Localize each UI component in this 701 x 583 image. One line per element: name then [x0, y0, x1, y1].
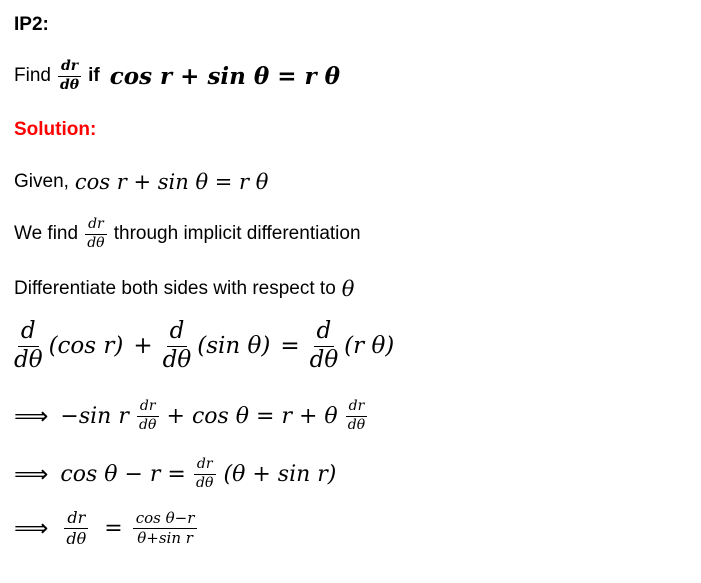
fraction-numerator: dr: [137, 399, 159, 416]
implies-arrow-icon: ⟹: [14, 402, 49, 430]
plus-operator: +: [133, 333, 153, 359]
d-dtheta-fraction: [14, 319, 43, 373]
fraction-numerator: dr: [58, 59, 81, 76]
equals-operator: =: [104, 515, 123, 541]
d-dtheta-fraction: [310, 319, 339, 373]
step1-term3: (r θ): [344, 333, 395, 359]
result-fraction: [133, 510, 198, 546]
fraction-denominator: dθ: [347, 416, 366, 433]
step4-equation: [14, 504, 691, 552]
wefind-line: [14, 212, 691, 256]
fraction-numerator: cos θ−r: [133, 510, 198, 529]
fraction-denominator: θ+sin r: [137, 528, 193, 547]
differentiate-text: Differentiate both sides with respect to: [14, 278, 336, 299]
fraction-denominator: dθ: [14, 346, 43, 373]
problem-statement-line: [14, 53, 691, 99]
fraction-numerator: dr: [194, 457, 216, 474]
problem-label-line: [14, 14, 691, 36]
fraction-denominator: dθ: [59, 76, 80, 93]
step3-lhs: cos θ − r =: [60, 461, 186, 487]
theta-variable: θ: [341, 277, 355, 301]
given-word: Given,: [14, 171, 69, 192]
dr-dtheta-fraction: [346, 399, 368, 433]
fraction-numerator: d: [167, 319, 188, 346]
implies-arrow-icon: ⟹: [14, 460, 49, 488]
fraction-denominator: dθ: [138, 416, 157, 433]
dr-dtheta-fraction: [137, 399, 159, 433]
problem-equation: cos r + sin θ = r θ: [109, 62, 340, 90]
find-word: Find: [14, 65, 51, 86]
step1-term2: (sin θ): [197, 333, 271, 359]
d-dtheta-fraction: [163, 319, 192, 373]
fraction-numerator: dr: [64, 509, 88, 529]
step1-term1: (cos r): [48, 333, 124, 359]
equals-operator: =: [280, 333, 300, 359]
fraction-denominator: dθ: [309, 346, 339, 373]
given-equation: cos r + sin θ = r θ: [74, 170, 269, 194]
problem-label: IP2:: [14, 14, 49, 35]
dr-dtheta-fraction: [194, 457, 216, 491]
step2-lhs: −sin r: [60, 403, 129, 429]
step3-rhs: (θ + sin r): [223, 461, 337, 487]
differentiate-line: [14, 275, 691, 303]
fraction-denominator: dθ: [196, 474, 214, 491]
dr-dtheta-fraction: [64, 509, 88, 547]
step2-mid: + cos θ = r + θ: [166, 403, 338, 429]
fraction-numerator: dr: [346, 399, 368, 416]
step3-equation: [14, 452, 691, 496]
fraction-numerator: dr: [85, 217, 107, 234]
step1-equation: [14, 317, 691, 375]
fraction-denominator: dθ: [87, 234, 105, 251]
solution-heading-line: [14, 117, 691, 143]
solution-heading: Solution:: [14, 119, 97, 140]
step2-equation: [14, 392, 691, 440]
implies-arrow-icon: ⟹: [14, 514, 49, 542]
fraction-denominator: dθ: [162, 346, 192, 373]
derivative-fraction: [85, 217, 107, 251]
wefind-prefix: We find: [14, 223, 79, 244]
given-line: [14, 168, 691, 196]
if-word: if: [88, 65, 100, 86]
derivative-fraction: [58, 59, 81, 93]
fraction-denominator: dθ: [66, 528, 87, 548]
fraction-numerator: d: [18, 319, 39, 346]
fraction-numerator: d: [314, 319, 335, 346]
wefind-suffix: through implicit differentiation: [113, 223, 361, 244]
